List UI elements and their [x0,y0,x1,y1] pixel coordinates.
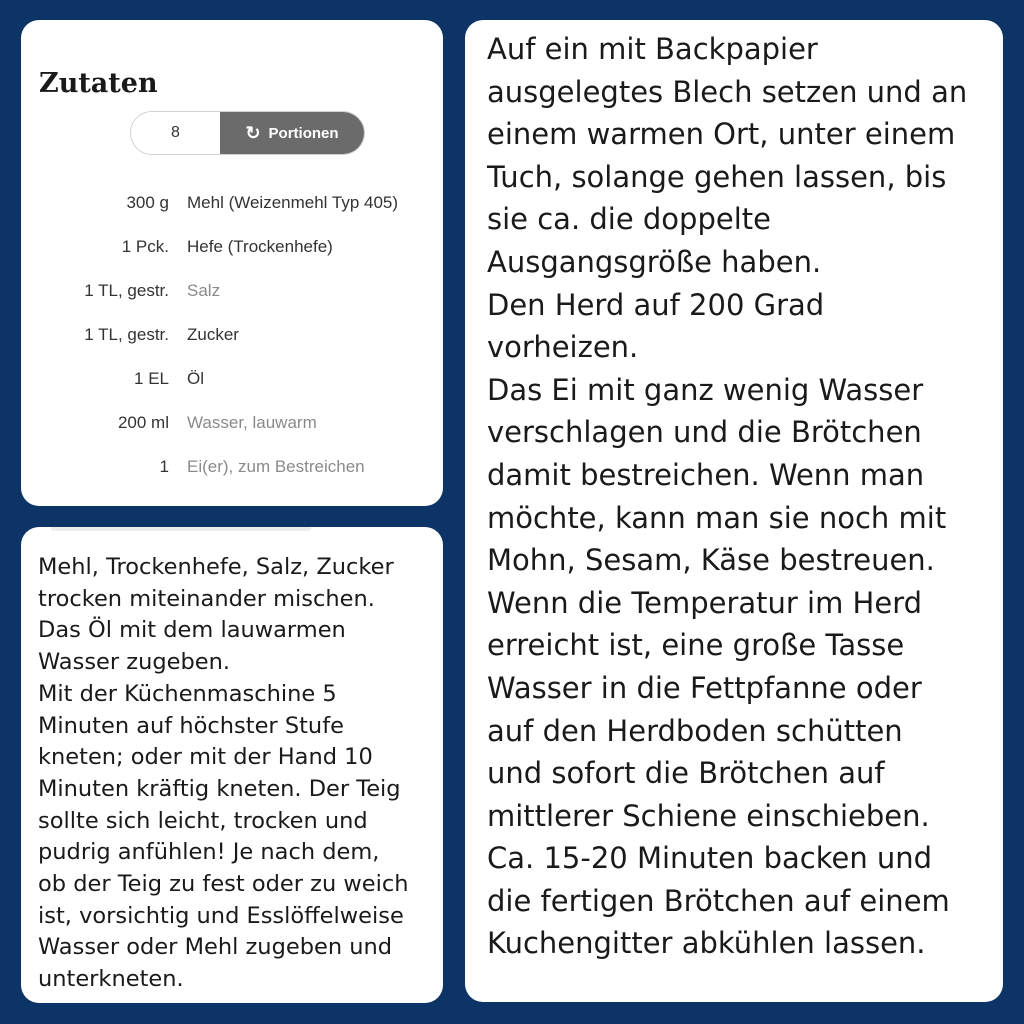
instructions-card-right [465,20,1003,1002]
ingredient-row [21,412,443,456]
ingredient-name: Mehl (Weizenmehl Typ 405) [187,193,399,212]
ingredient-amount: 1 EL [134,369,169,388]
ingredient-row [21,368,443,412]
instructions-text-left: Mehl, Trockenhefe, Salz, Zucker trocken miteinander mischen. Das Öl mit dem lauwarmen Wasser zugeben. Mit der Küchenmaschine 5 Minuten auf höchster Stufe kneten; oder mit der Hand 10 Minuten kräftig kneten. Der Teig sollte sich leicht, trocken und pudrig anfühlen! Je nach dem, ob der Teig zu fest oder zu weich ist, vorsichtig und Esslöffelweise Wasser oder Mehl zugeben und unterkneten. [38,554,409,993]
refresh-icon: ↻ [245,123,261,143]
instructions-card-left [21,527,443,1003]
ingredient-name[interactable]: Salz [187,281,221,300]
ingredient-list [21,192,443,500]
portionen-button-label: Portionen [268,124,339,142]
servings-control [130,111,365,155]
ingredient-row [21,456,443,500]
ingredient-name[interactable]: Ei(er), zum Bestreichen [187,457,365,476]
ingredients-title: Zutaten [39,68,158,99]
ingredient-row [21,280,443,324]
ingredient-name: Zucker [187,325,239,344]
ingredient-amount: 1 Pck. [121,237,169,256]
ingredient-row [21,236,443,280]
portionen-button[interactable] [220,112,364,154]
ingredient-row [21,324,443,368]
ingredients-card [21,20,443,506]
ingredient-amount: 300 g [126,193,169,212]
ingredient-amount: 1 TL, gestr. [84,325,169,344]
ingredient-name[interactable]: Wasser, lauwarm [187,413,317,432]
ingredient-amount: 200 ml [117,413,169,432]
ingredient-amount: 1 TL, gestr. [84,281,169,300]
instructions-text-right: Auf ein mit Backpapier ausgelegtes Blech setzen und an einem warmen Ort, unter einem Tuch, solange gehen lassen, bis sie ca. die doppelte Ausgangsgröße haben. Den Herd auf 200 Grad vorheizen. Das Ei mit ganz wenig Wasser verschlagen und die Brötchen damit bestreichen. Wenn man möchte, kann man sie noch mit Mohn, Sesam, Käse bestreuen. Wenn die Temperatur im Herd erreicht ist, eine große Tasse Wasser in die Fettpfanne oder auf den Herdboden schütten und sofort die Brötchen auf mittlerer Schiene einschieben. Ca. 15-20 Minuten backen und die fertigen Brötchen auf einem Kuchengitter abkühlen lassen. [487,32,968,961]
ingredient-amount: 1 [159,457,169,476]
servings-input[interactable] [131,112,220,154]
scroll-indicator [51,527,311,531]
ingredient-name: Öl [187,369,204,388]
ingredient-row [21,192,443,236]
ingredient-name: Hefe (Trockenhefe) [187,237,333,256]
